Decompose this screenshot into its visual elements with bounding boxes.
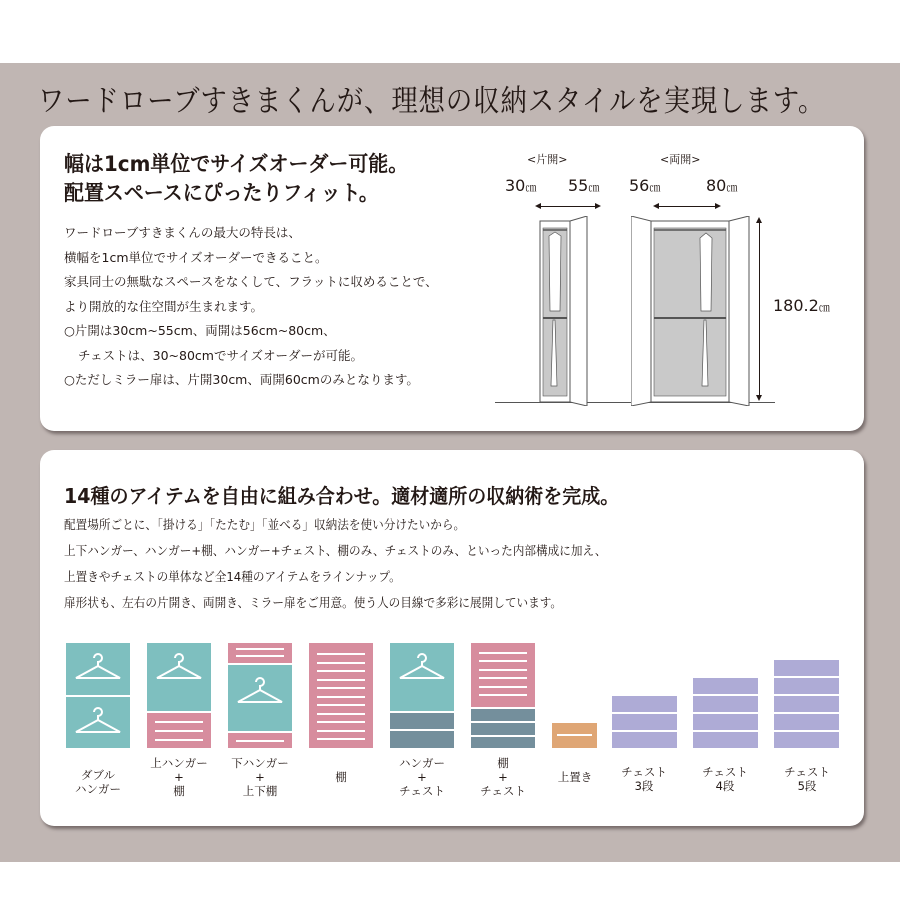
item-label: チェスト 5段 — [784, 765, 830, 793]
body-line: 配置場所ごとに、「掛ける」「たたむ」「並べる」収納法を使い分けたいから。 — [64, 517, 466, 532]
size-order-title — [64, 150, 408, 208]
wardrobe-dimension-diagram — [495, 136, 855, 416]
page-headline: ワードローブすきまくんが、理想の収納スタイルを実現します。 — [38, 84, 826, 119]
double-door-wardrobe-icon — [631, 216, 751, 406]
double-door-label: <両開> — [660, 153, 701, 166]
item-label: 上置き — [557, 770, 593, 784]
body-line: ○ただしミラー扉は、片開30cm、両開60cmのみとなります。 — [64, 372, 419, 387]
hanger-icon — [235, 675, 285, 707]
item-hanger-chest — [390, 643, 454, 748]
arrow-right-icon — [595, 203, 601, 209]
arrow-left-icon — [653, 203, 659, 209]
item-label: 下ハンガー + 上下棚 — [231, 756, 289, 798]
body-line: ワードローブすきまくんの最大の特長は、 — [64, 225, 301, 240]
arrow-right-icon — [715, 203, 721, 209]
item-label: チェスト 4段 — [702, 765, 748, 793]
height-arrow — [759, 219, 760, 399]
item-lineup — [40, 450, 864, 826]
hanger-icon — [397, 651, 447, 683]
lineup-card — [40, 450, 864, 826]
single-min-width: 30㎝ — [505, 176, 537, 195]
item-label: 棚 — [335, 770, 347, 784]
double-max-width: 80㎝ — [706, 176, 738, 195]
hanger-icon — [73, 651, 123, 683]
body-line: 上下ハンガー、ハンガー+棚、ハンガー+チェスト、棚のみ、チェストのみ、といった内部構成に加え、 — [64, 543, 607, 558]
item-label: ダブル ハンガー — [75, 768, 121, 796]
single-width-arrow — [537, 206, 599, 207]
body-line: チェストは、30~80cmでサイズオーダーが可能。 — [78, 347, 363, 363]
size-order-description — [64, 221, 438, 393]
arrow-up-icon — [756, 217, 762, 223]
arrow-left-icon — [535, 203, 541, 209]
body-line: 扉形状も、左右の片開き、両開き、ミラー扉をご用意。使う人の目線で多彩に展開しています。 — [64, 595, 563, 610]
item-label: 上ハンガー + 棚 — [150, 756, 208, 798]
double-width-arrow — [655, 206, 719, 207]
item-shelf — [309, 643, 373, 748]
item-chest-5 — [774, 660, 839, 748]
item-label: ハンガー + チェスト — [399, 756, 445, 798]
item-topper — [552, 723, 597, 748]
body-line: ○片開は30cm~55cm、両開は56cm~80cm、 — [64, 323, 336, 338]
title-line-2: 配置スペースにぴったりフィット。 — [64, 181, 379, 205]
arrow-down-icon — [756, 395, 762, 401]
body-line: 横幅を1cm単位でサイズオーダーできること。 — [64, 249, 328, 265]
item-chest-4 — [693, 678, 758, 748]
height-dimension: 180.2㎝ — [773, 296, 830, 315]
body-line: 家具同士の無駄なスペースをなくして、フラットに収めることで、 — [64, 274, 438, 289]
item-upper-hanger-shelf — [147, 643, 211, 748]
title-line-1: 幅は1cm単位でサイズオーダー可能。 — [64, 152, 409, 176]
item-label: 棚 + チェスト — [480, 756, 526, 798]
item-label: チェスト 3段 — [621, 765, 667, 793]
lineup-title: 14種のアイテムを自由に組み合わせ。適材適所の収納術を完成。 — [64, 484, 620, 508]
item-lower-hanger-shelves — [228, 643, 292, 748]
item-double-hanger — [66, 643, 130, 748]
body-line: より開放的な住空間が生まれます。 — [64, 298, 264, 314]
item-chest-3 — [612, 696, 677, 748]
hanger-icon — [154, 651, 204, 683]
double-min-width: 56㎝ — [629, 176, 661, 195]
single-door-wardrobe-icon — [535, 216, 595, 406]
single-max-width: 55㎝ — [568, 176, 600, 195]
hanger-icon — [73, 705, 123, 737]
body-line: 上置きやチェストの単体など全14種のアイテムをラインナップ。 — [64, 569, 401, 584]
item-shelf-chest — [471, 643, 535, 748]
single-door-label: <片開> — [527, 153, 568, 166]
size-order-card — [40, 126, 864, 431]
